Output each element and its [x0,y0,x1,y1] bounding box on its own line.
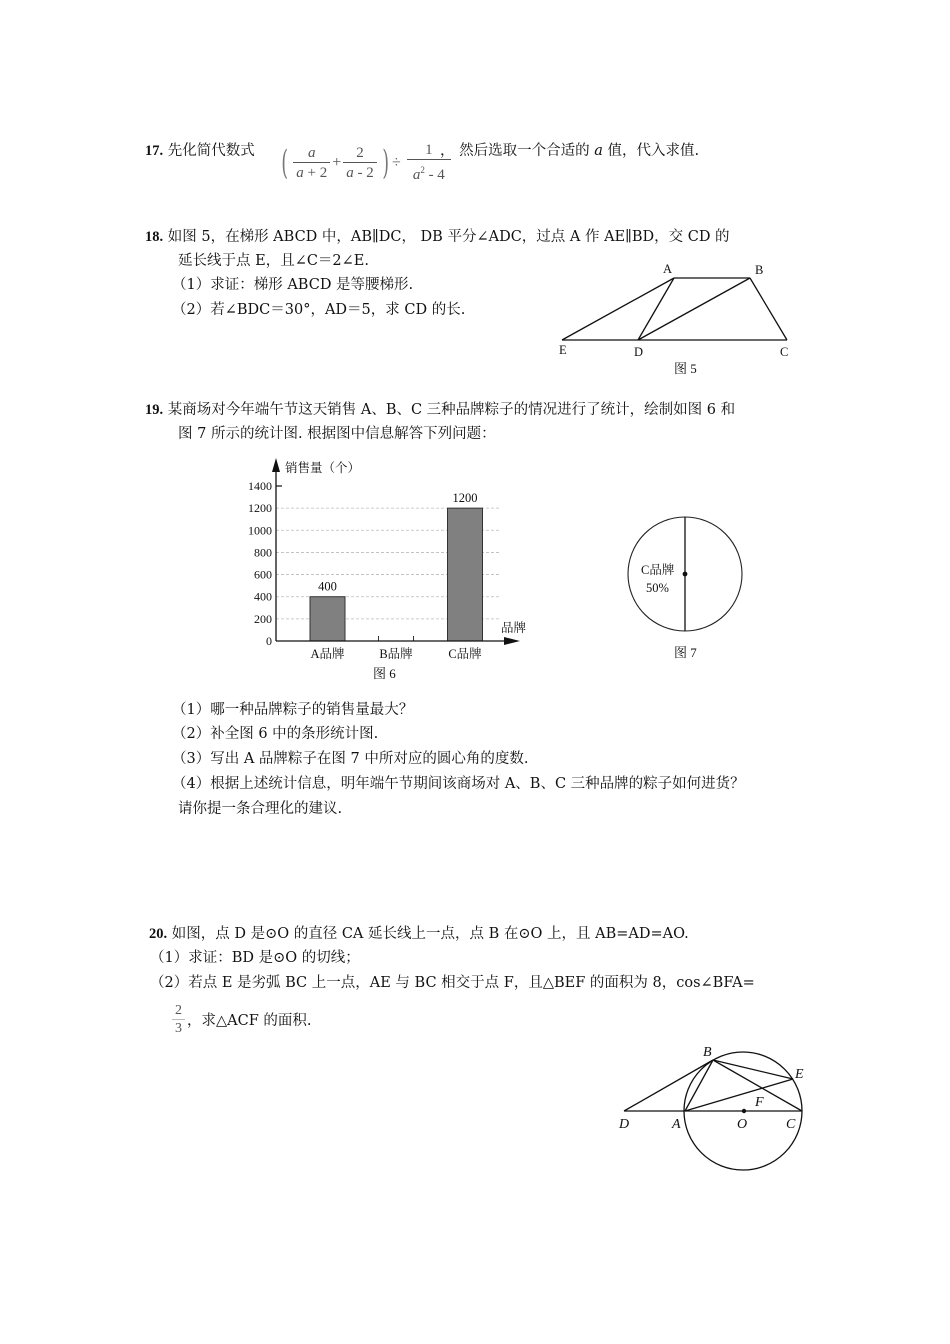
pie-center-dot [683,572,688,577]
label-o: O [737,1117,748,1132]
label-a: A [672,1117,681,1132]
segment-db [638,278,750,340]
question-number: 19. [145,402,164,418]
den-rest: + 2 [303,164,328,181]
label-e: E [795,1067,804,1082]
y-tick-label: 800 [254,545,272,560]
y-tick-label: 400 [254,589,272,604]
question-number: 18. [145,229,164,245]
pie-slice-c-label: C品牌 [641,563,675,577]
question-number: 20. [149,926,168,942]
fraction-2-over-a-minus-2: $\frac{2}{a - 2}$ [343,144,377,183]
y-tick-label: 0 [266,634,272,648]
figure-7-caption: 图 7 [674,645,697,660]
q18-part2: （2）若∠BDC＝30°，AD＝5，求 CD 的长. [172,302,466,318]
y-tick-label: 1000 [248,523,272,538]
fraction-a-over-a-plus-2: $\frac{a}{a + 2}$ [293,144,330,183]
segment-bc [750,278,787,340]
figure-6-caption: 图 6 [373,666,396,681]
y-axis-arrow [272,458,280,472]
label-c: C [780,345,789,359]
q19-part3: （3）写出 A 品牌粽子在图 7 中所对应的圆心角的度数. [172,751,529,767]
figure-5-caption: 图 5 [674,361,697,376]
q20-line1: 20. 如图，点 D 是⊙O 的直径 CA 延长线上一点，点 B 在⊙O 上，且 AB=AD=AO. [149,926,689,942]
y-axis-label: 销售量（个） [285,461,361,475]
x-category-label: A品牌 [310,647,345,661]
label-d: D [619,1117,630,1132]
pie-slice-c-percent: 50% [646,581,669,595]
q18-line1: 18. 如图 5，在梯形 ABCD 中，AB∥DC， DB 平分∠ADC，过点 A 作 AE∥BD，交 CD 的 [145,229,730,245]
figure-7-pie-chart [610,505,760,665]
q17-expression: ( $\frac{a}{a + 2}$ + $\frac{2}{a - 2}$ ) ÷ $\frac{1}{a^2 - 4}$ [278,138,453,188]
left-paren: ( [281,143,288,183]
segment-ea [562,278,674,340]
x-category-label: C品牌 [448,647,482,661]
label-a: A [663,262,673,276]
y-tick-label: 1400 [248,479,272,493]
q20-part1: （1）求证：BD 是⊙O 的切线； [150,950,360,966]
fraction-1-over-a2-minus-4: $\frac{1}{a^2 - 4}$ [407,141,451,185]
right-paren: ) [382,143,389,183]
x-axis-arrow [504,637,520,645]
q17-prefix: 先化简代数式 [167,143,255,159]
q19-line2: 图 7 所示的统计图. 根据图中信息解答下列问题： [178,426,496,442]
x-axis-label: 品牌 [501,621,527,635]
segment-ae [685,1079,793,1111]
q20-part2-end: $\frac{2}{3}$ ，求△ACF 的面积. [172,1003,312,1038]
q19-part1: （1）哪一种品牌粽子的销售量最大？ [172,702,414,718]
q17-lead [145,141,255,161]
label-b: B [703,1045,712,1060]
y-tick-label: 200 [254,611,272,626]
q19-part4-cont: 请你提一条合理化的建议. [178,801,343,817]
y-tick-label: 600 [254,567,272,582]
x-category-label: B品牌 [379,647,413,661]
bar-0 [310,597,345,641]
label-b: B [755,263,764,277]
label-c: C [786,1117,796,1132]
figure-5-trapezoid [550,258,810,380]
q18-line2: 延长线于点 E，且∠C＝2∠E. [178,253,370,269]
figure-6-bar-chart [230,455,540,685]
segment-be [713,1060,793,1079]
q18-part1: （1）求证：梯形 ABCD 是等腰梯形. [172,277,414,293]
center-dot-o [742,1109,746,1113]
figure-circle-tangent [610,1035,820,1180]
q19-part4: （4）根据上述统计信息，明年端午节期间该商场对 A、B、C 三种品牌的粽子如何进货？ [172,776,745,792]
q19-line1: 19. 某商场对今年端午节这天销售 A、B、C 三种品牌粽子的情况进行了统计，绘制如图 6 和 [145,402,736,418]
y-tick-label: 1200 [248,501,272,516]
question-number: 17. [145,143,164,159]
fraction-2-over-3: $\frac{2}{3}$ [172,1003,185,1038]
bar-data-label: 1200 [452,491,478,506]
q17-suffix: ， 然后选取一个合适的 a 值，代入求值. [440,143,700,159]
bar-2 [448,508,483,641]
bar-data-label: 400 [318,579,337,594]
label-d: D [634,345,644,359]
q19-part2: （2）补全图 6 中的条形统计图. [172,726,379,742]
q20-part2: （2）若点 E 是劣弧 BC 上一点，AE 与 BC 相交于点 F，且△BEF 的面积为 8，cos∠BFA= [150,975,755,991]
label-e: E [559,343,567,357]
label-f: F [755,1095,764,1110]
